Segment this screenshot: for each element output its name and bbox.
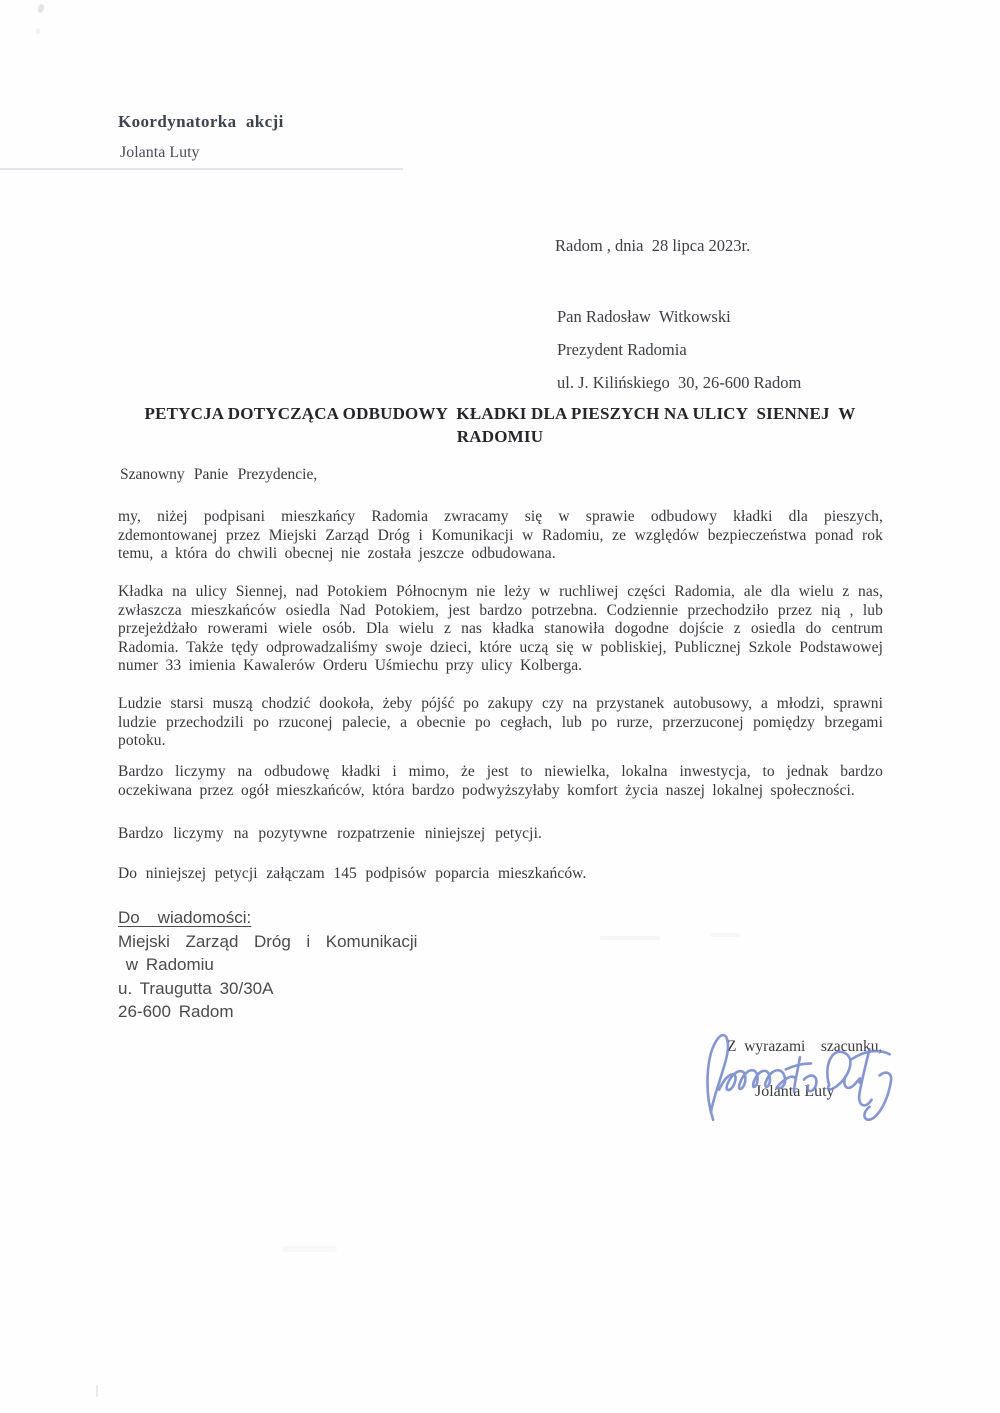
coordinator-name: Jolanta Luty — [120, 144, 200, 161]
scan-artifact — [282, 1246, 337, 1252]
cc-line-street: u. Traugutta 30/30A — [118, 978, 274, 998]
header-divider — [0, 168, 403, 170]
signature-printed-name: Jolanta Luty — [755, 1083, 835, 1100]
paragraph-1: my, niżej podpisani mieszkańcy Radomia zwracamy się w sprawie odbudowy kładki dla pieszych, zdemontowanej przez Miejski Zarząd Dróg i Komunikacji w Radomiu, ze względów bezpieczeństwa ponad rok temu, a która do chwili obecnej nie została jeszcze odbudowana. — [118, 508, 883, 563]
scan-artifact — [37, 3, 46, 14]
recipient-address: ul. J. Kilińskiego 30, 26-600 Radom — [557, 373, 802, 392]
scan-artifact — [96, 1385, 98, 1397]
scan-artifact — [36, 28, 40, 34]
cc-block — [118, 906, 417, 1024]
petition-title: PETYCJA DOTYCZĄCA ODBUDOWY KŁADKI DLA PIESZYCH NA ULICY SIENNEJ W RADOMIU — [144, 404, 860, 446]
handwritten-signature — [698, 1028, 920, 1126]
paragraph-4: Bardzo liczymy na odbudowę kładki i mimo, że jest to niewielka, lokalna inwestycja, to jednak bardzo oczekiwana przez ogół mieszkańców, która bardzo podwyższyłaby komfort życia naszej lokalnej społeczności. — [118, 763, 883, 799]
paragraph-5: Bardzo liczymy na pozytywne rozpatrzenie niniejszej petycji. — [118, 825, 542, 842]
paragraph-3: Ludzie starsi muszą chodzić dookoła, żeby pójść po zakupy czy na przystanek autobusowy, a młodzi, sprawni ludzie przechodzili po rzuconej palecie, a obecnie po cegłach, lub po rurze, przerzuconej pomiędzy brzegami potoku. — [118, 695, 883, 750]
recipient-title: Prezydent Radomia — [557, 340, 687, 359]
cc-heading: Do wiadomości: — [118, 908, 252, 927]
scan-artifact — [710, 933, 740, 937]
scan-artifact — [600, 936, 660, 940]
cc-line-organization: Miejski Zarząd Dróg i Komunikacji — [118, 931, 418, 951]
paragraph-2: Kładka na ulicy Siennej, nad Potokiem Północnym nie leży w ruchliwej części Radomia, ale dla wielu z nas, zwłaszcza mieszkańców osiedla Nad Potokiem, jest bardzo potrzebna. Codziennie przechodziło przez nią , lub przejeżdżało rowerami wiele osób. Dla wielu z nas kładka stanowiła dogodne dojście z osiedla do centrum Radomia. Także tędy odprowadzaliśmy swoje dzieci, które uczą się w pobliskiej, Publicznej Szkole Podstawowej numer 33 imienia Kawalerów Orderu Uśmiechu przy ulicy Kolberga. — [118, 583, 883, 675]
cc-line-city: w Radomiu — [118, 955, 214, 974]
closing-phrase: Z wyrazami szacunku, — [727, 1038, 883, 1055]
cc-line-postal: 26-600 Radom — [118, 1002, 234, 1021]
paragraph-6: Do niniejszej petycji załączam 145 podpisów poparcia mieszkańców. — [118, 865, 587, 882]
salutation: Szanowny Panie Prezydencie, — [120, 466, 318, 483]
coordinator-role: Koordynatorka akcji — [118, 112, 284, 131]
recipient-block — [557, 300, 917, 399]
recipient-name: Pan Radosław Witkowski — [557, 307, 731, 326]
dateline: Radom , dnia 28 lipca 2023r. — [555, 236, 751, 255]
